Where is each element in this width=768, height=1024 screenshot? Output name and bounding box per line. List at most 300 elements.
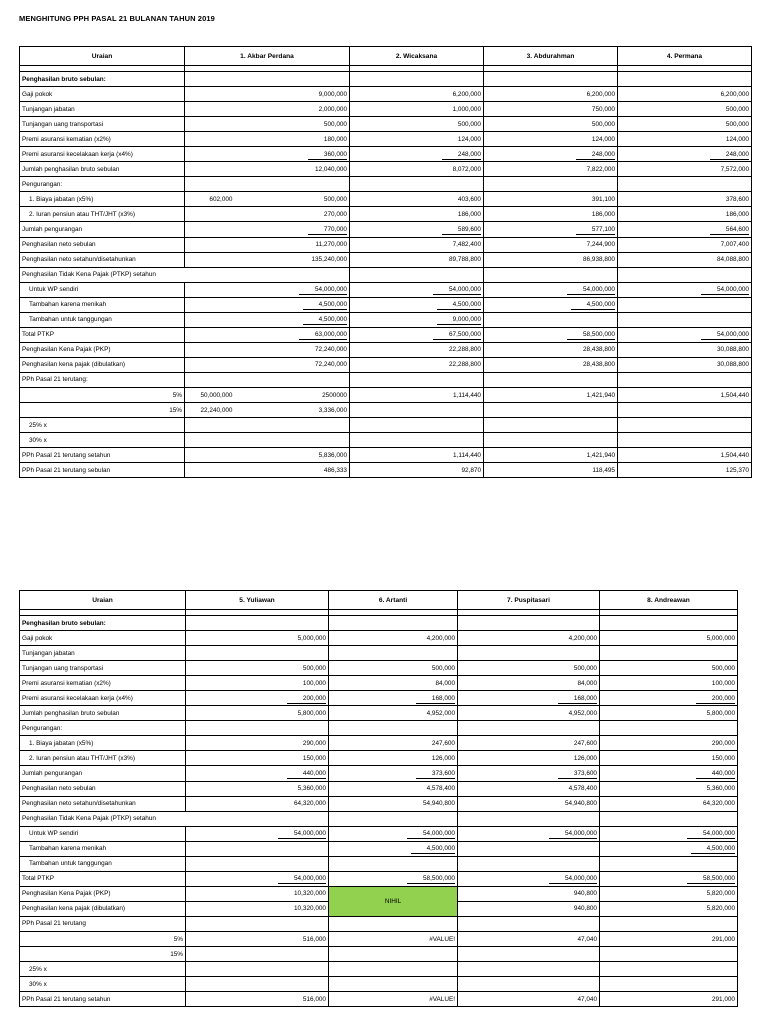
row-label-pkp[interactable]: Penghasilan Kena Pajak (PKP): [20, 342, 185, 357]
cell[interactable]: [618, 312, 752, 327]
cell[interactable]: 750,000: [484, 102, 618, 117]
table-row: [20, 947, 738, 962]
table-row: [20, 811, 738, 826]
cell[interactable]: [329, 826, 458, 841]
cell[interactable]: 64,320,000: [600, 796, 738, 811]
cell[interactable]: [618, 147, 752, 162]
cell[interactable]: 12,040,000: [185, 162, 350, 177]
row-label-tambahan-tanggungan[interactable]: Tambahan untuk tanggungan: [20, 312, 185, 327]
table-row: [20, 691, 738, 706]
underlined-value: 373,600: [416, 770, 455, 779]
row-label-wp-sendiri[interactable]: Untuk WP sendiri: [20, 826, 186, 841]
cell[interactable]: 28,438,800: [484, 342, 618, 357]
cell[interactable]: [186, 766, 329, 781]
cell[interactable]: 247,600: [458, 736, 600, 751]
table-row: [20, 237, 752, 252]
table-row: [20, 886, 738, 901]
underlined-value: 168,000: [558, 695, 597, 704]
cell[interactable]: 6,200,000: [350, 87, 484, 102]
cell[interactable]: 124,000: [350, 132, 484, 147]
cell[interactable]: 2,000,000: [185, 102, 350, 117]
cell[interactable]: [600, 841, 738, 856]
underlined-value: 577,100: [576, 226, 615, 235]
cell[interactable]: 64,320,000: [186, 796, 329, 811]
cell[interactable]: 7,822,000: [484, 162, 618, 177]
cell[interactable]: [185, 327, 350, 342]
cell[interactable]: [185, 297, 350, 312]
cell[interactable]: 84,000: [329, 676, 458, 691]
cell[interactable]: 1,114,440: [350, 387, 484, 402]
cell[interactable]: 516,000: [186, 992, 329, 1007]
table-row: [20, 646, 738, 661]
table-row: [20, 147, 752, 162]
cell[interactable]: 5,836,000: [185, 448, 350, 463]
row-label-iuran-pensiun[interactable]: 2. Iuran pensiun atau THT/JHT (x3%): [20, 751, 186, 766]
table-row: [20, 751, 738, 766]
table-row: [20, 192, 752, 207]
cell[interactable]: [484, 282, 618, 297]
underlined-value: 200,000: [696, 695, 735, 704]
cell[interactable]: 378,600: [618, 192, 752, 207]
row-label-neto-sebulan[interactable]: Penghasilan neto sebulan: [20, 781, 186, 796]
underlined-value: 440,000: [696, 770, 735, 779]
table-row: [20, 252, 752, 267]
table-row: [20, 826, 738, 841]
aux-cell[interactable]: 22,240,000: [185, 403, 235, 418]
row-label-tunj-jabatan[interactable]: Tunjangan jabatan: [20, 646, 186, 661]
underlined-value: 4,500,000: [571, 301, 615, 310]
cell[interactable]: 150,000: [186, 751, 329, 766]
cell[interactable]: 11,270,000: [185, 237, 350, 252]
cell[interactable]: [350, 147, 484, 162]
sheet-title: MENGHITUNG PPH PASAL 21 BULANAN TAHUN 2019: [19, 14, 215, 23]
row-label-tunj-transport[interactable]: Tunjangan uang transportasi: [20, 117, 185, 132]
underlined-value: 589,600: [442, 226, 481, 235]
cell[interactable]: [618, 297, 752, 312]
cell[interactable]: [186, 841, 329, 856]
cell[interactable]: 28,438,800: [484, 357, 618, 372]
table-row: [20, 631, 738, 646]
underlined-value: 770,000: [308, 226, 347, 235]
row-label-tambahan-tanggungan[interactable]: Tambahan untuk tanggungan: [20, 856, 186, 871]
rate-25-label[interactable]: 25% x: [20, 962, 186, 977]
cell[interactable]: 940,800: [458, 901, 600, 916]
table-row: [20, 736, 738, 751]
cell[interactable]: [600, 691, 738, 706]
cell[interactable]: 54,940,800: [329, 796, 458, 811]
cell[interactable]: 2500000: [235, 387, 350, 402]
table-row: [20, 931, 738, 946]
cell[interactable]: 1,421,940: [484, 448, 618, 463]
cell[interactable]: 30,088,800: [618, 357, 752, 372]
cell[interactable]: [600, 826, 738, 841]
table-row: [20, 327, 752, 342]
row-label-jumlah-pengurangan[interactable]: Jumlah pengurangan: [20, 222, 185, 237]
cell[interactable]: [350, 312, 484, 327]
underlined-value: 54,000,000: [407, 830, 455, 839]
cell[interactable]: [329, 766, 458, 781]
row-label-biaya-jabatan[interactable]: 1. Biaya jabatan (x5%): [20, 736, 186, 751]
underlined-value: 58,500,000: [687, 875, 735, 884]
underlined-value: 4,500,000: [437, 301, 481, 310]
underlined-value: 54,000,000: [687, 830, 735, 839]
cell[interactable]: 186,000: [484, 207, 618, 222]
underlined-value: 373,600: [558, 770, 597, 779]
table-row: [20, 387, 752, 402]
table-row: [20, 162, 752, 177]
underlined-value: 4,500,000: [303, 301, 347, 310]
row-label-pkp-bulat[interactable]: Penghasilan kena pajak (dibulatkan): [20, 357, 185, 372]
cell[interactable]: 124,000: [618, 132, 752, 147]
cell[interactable]: [329, 691, 458, 706]
row-label-pengurangan[interactable]: Pengurangan:: [20, 721, 186, 736]
underlined-value: 4,500,000: [303, 316, 347, 325]
row-label-pph-terutang[interactable]: PPh Pasal 21 terutang: [20, 916, 186, 931]
underlined-value: 54,000,000: [433, 286, 481, 295]
row-label-jumlah-bruto[interactable]: Jumlah penghasilan bruto sebulan: [20, 162, 185, 177]
cell[interactable]: 1,000,000: [350, 102, 484, 117]
cell[interactable]: 180,000: [185, 132, 350, 147]
table-row: [20, 117, 752, 132]
underlined-value: 54,000,000: [299, 286, 347, 295]
table-row: [20, 418, 752, 433]
cell[interactable]: 4,952,000: [458, 706, 600, 721]
underlined-value: 54,000,000: [278, 875, 326, 884]
table-row: [20, 841, 738, 856]
cell[interactable]: 22,288,800: [350, 342, 484, 357]
cell[interactable]: 1,504,440: [618, 448, 752, 463]
row-label-neto-sebulan[interactable]: Penghasilan neto sebulan: [20, 237, 185, 252]
cell[interactable]: [484, 147, 618, 162]
rate-15-label[interactable]: 15%: [20, 947, 186, 962]
cell[interactable]: [458, 871, 600, 886]
row-label-pengurangan[interactable]: Pengurangan:: [20, 177, 185, 192]
cell[interactable]: 290,000: [186, 736, 329, 751]
cell[interactable]: 22,288,800: [350, 357, 484, 372]
table-row: [20, 796, 738, 811]
row-label-gaji[interactable]: Gaji pokok: [20, 87, 185, 102]
cell[interactable]: 7,572,000: [618, 162, 752, 177]
cell[interactable]: [458, 691, 600, 706]
cell[interactable]: 4,200,000: [458, 631, 600, 646]
row-label-premi-kecelakaan[interactable]: Premi asuransi kecelakaan kerja (x4%): [20, 147, 185, 162]
cell[interactable]: 89,788,800: [350, 252, 484, 267]
table-row: [20, 962, 738, 977]
cell[interactable]: [350, 282, 484, 297]
table-row: [20, 871, 738, 886]
table-row: [20, 916, 738, 931]
uraian-header: Uraian: [20, 47, 185, 66]
row-label-premi-kematian[interactable]: Premi asuransi kematian (x2%): [20, 676, 186, 691]
table-row: [20, 463, 752, 478]
cell[interactable]: [618, 222, 752, 237]
underlined-value: 248,000: [442, 151, 481, 160]
cell[interactable]: 9,000,000: [185, 87, 350, 102]
rate-30-label[interactable]: 30% x: [20, 433, 185, 448]
cell[interactable]: [600, 871, 738, 886]
table-row: [20, 706, 738, 721]
cell[interactable]: 391,100: [484, 192, 618, 207]
cell[interactable]: 5,800,000: [600, 706, 738, 721]
table-row: [20, 721, 738, 736]
table-row: [20, 372, 752, 387]
cell[interactable]: 5,000,000: [600, 631, 738, 646]
table-row: [20, 222, 752, 237]
table-row: [20, 781, 738, 796]
cell[interactable]: 290,000: [600, 736, 738, 751]
cell[interactable]: [350, 297, 484, 312]
underlined-value: 440,000: [287, 770, 326, 779]
cell[interactable]: 5,360,000: [186, 781, 329, 796]
cell[interactable]: 5,800,000: [186, 706, 329, 721]
cell[interactable]: 270,000: [185, 207, 350, 222]
cell[interactable]: 5,360,000: [600, 781, 738, 796]
rate-15-label[interactable]: 15%: [20, 403, 185, 418]
cell[interactable]: 92,870: [350, 463, 484, 478]
row-label-bruto[interactable]: Penghasilan bruto sebulan:: [20, 616, 186, 631]
cell[interactable]: 6,200,000: [618, 87, 752, 102]
row-label-iuran-pensiun[interactable]: 2. Iuran pensiun atau THT/JHT (x3%): [20, 207, 185, 222]
cell[interactable]: 500,000: [235, 192, 350, 207]
cell[interactable]: 5,000,000: [186, 631, 329, 646]
cell[interactable]: [350, 222, 484, 237]
cell[interactable]: 500,000: [185, 117, 350, 132]
col-header-wicaksana[interactable]: 2. Wicaksana: [350, 47, 484, 66]
cell[interactable]: [186, 826, 329, 841]
row-label-ptkp[interactable]: Penghasilan Tidak Kena Pajak (PTKP) setahun: [20, 267, 350, 282]
row-label-neto-setahun[interactable]: Penghasilan neto setahun/disetahunkan: [20, 252, 185, 267]
cell[interactable]: 3,336,000: [235, 403, 350, 418]
cell[interactable]: [618, 282, 752, 297]
col-header-puspitasari[interactable]: 7. Puspitasari: [458, 591, 600, 610]
table-row: [20, 207, 752, 222]
rate-5-label[interactable]: 5%: [20, 387, 185, 402]
cell[interactable]: 124,000: [484, 132, 618, 147]
table-row: [20, 342, 752, 357]
underlined-value: 168,000: [416, 695, 455, 704]
cell[interactable]: [185, 147, 350, 162]
rate-30-label[interactable]: 30% x: [20, 977, 186, 992]
cell[interactable]: 30,088,800: [618, 342, 752, 357]
rate-25-label[interactable]: 25% x: [20, 418, 185, 433]
cell[interactable]: 150,000: [600, 751, 738, 766]
table-row: [20, 676, 738, 691]
cell[interactable]: 72,240,000: [185, 342, 350, 357]
col-header-andreawan[interactable]: 8. Andreawan: [600, 591, 738, 610]
cell[interactable]: [329, 871, 458, 886]
cell[interactable]: 500,000: [618, 117, 752, 132]
row-label-neto-setahun[interactable]: Penghasilan neto setahun/disetahunkan: [20, 796, 186, 811]
nihil-cell[interactable]: NIHIL: [329, 886, 458, 916]
cell[interactable]: [350, 327, 484, 342]
cell[interactable]: [484, 222, 618, 237]
row-label-pph-setahun[interactable]: PPh Pasal 21 terutang setahun: [20, 448, 185, 463]
cell[interactable]: [458, 766, 600, 781]
underlined-value: 248,000: [710, 151, 749, 160]
cell[interactable]: 1,114,440: [350, 448, 484, 463]
cell[interactable]: [458, 841, 600, 856]
cell[interactable]: 186,000: [350, 207, 484, 222]
cell[interactable]: [484, 327, 618, 342]
row-label-premi-kematian[interactable]: Premi asuransi kematian (x2%): [20, 132, 185, 147]
cell[interactable]: 7,244,900: [484, 237, 618, 252]
aux-cell[interactable]: 602,000: [185, 192, 235, 207]
pph-table-1: [19, 46, 752, 478]
row-label-pkp-bulat[interactable]: Penghasilan kena pajak (dibulatkan): [20, 901, 186, 916]
cell[interactable]: 500,000: [186, 661, 329, 676]
cell[interactable]: 84,000: [458, 676, 600, 691]
row-label-total-ptkp[interactable]: Total PTKP: [20, 327, 185, 342]
row-label-pph-setahun[interactable]: PPh Pasal 21 terutang setahun: [20, 992, 186, 1007]
underlined-value: 58,500,000: [407, 875, 455, 884]
underlined-value: 564,600: [710, 226, 749, 235]
col-header-artanti[interactable]: 6. Artanti: [329, 591, 458, 610]
table-row: [20, 132, 752, 147]
cell[interactable]: 940,800: [458, 886, 600, 901]
cell[interactable]: [186, 691, 329, 706]
cell[interactable]: [618, 327, 752, 342]
row-label-biaya-jabatan[interactable]: 1. Biaya jabatan (x5%): [20, 192, 185, 207]
cell[interactable]: [185, 222, 350, 237]
table-row: [20, 977, 738, 992]
row-label-ptkp[interactable]: Penghasilan Tidak Kena Pajak (PTKP) setahun: [20, 811, 329, 826]
cell[interactable]: [484, 297, 618, 312]
cell[interactable]: 291,000: [600, 992, 738, 1007]
cell[interactable]: 500,000: [600, 661, 738, 676]
cell[interactable]: [186, 871, 329, 886]
row-label-tambahan-menikah[interactable]: Tambahan karena menikah: [20, 297, 185, 312]
cell[interactable]: 10,320,000: [186, 901, 329, 916]
cell[interactable]: 125,370: [618, 463, 752, 478]
cell[interactable]: 100,000: [600, 676, 738, 691]
cell[interactable]: 72,240,000: [185, 357, 350, 372]
table-row: [20, 312, 752, 327]
cell[interactable]: 86,938,800: [484, 252, 618, 267]
col-header-yuliawan[interactable]: 5. Yuliawan: [186, 591, 329, 610]
cell[interactable]: 500,000: [618, 102, 752, 117]
cell[interactable]: 500,000: [329, 661, 458, 676]
table-row: [20, 72, 752, 87]
cell[interactable]: 84,088,800: [618, 252, 752, 267]
cell[interactable]: 4,578,400: [458, 781, 600, 796]
cell[interactable]: [185, 282, 350, 297]
table-row: [20, 267, 752, 282]
col-header-permana[interactable]: 4. Permana: [618, 47, 752, 66]
cell[interactable]: #VALUE!: [329, 992, 458, 1007]
underlined-value: 54,000,000: [549, 830, 597, 839]
table-row: [20, 616, 738, 631]
cell[interactable]: 8,072,000: [350, 162, 484, 177]
row-label-jumlah-pengurangan[interactable]: Jumlah pengurangan: [20, 766, 186, 781]
underlined-value: 54,000,000: [278, 830, 326, 839]
row-label-premi-kecelakaan[interactable]: Premi asuransi kecelakaan kerja (x4%): [20, 691, 186, 706]
cell[interactable]: 1,504,440: [618, 387, 752, 402]
cell[interactable]: [329, 841, 458, 856]
underlined-value: 200,000: [287, 695, 326, 704]
cell[interactable]: 186,000: [618, 207, 752, 222]
col-header-akbar[interactable]: 1. Akbar Perdana: [185, 47, 350, 66]
cell[interactable]: 118,495: [484, 463, 618, 478]
underlined-value: 54,000,000: [549, 875, 597, 884]
cell[interactable]: 5,820,000: [600, 886, 738, 901]
cell[interactable]: 5,820,000: [600, 901, 738, 916]
cell[interactable]: 47,040: [458, 931, 600, 946]
cell[interactable]: [458, 826, 600, 841]
cell[interactable]: [185, 312, 350, 327]
underlined-value: 54,000,000: [701, 286, 749, 295]
cell[interactable]: 4,952,000: [329, 706, 458, 721]
row-label-tambahan-menikah[interactable]: Tambahan karena menikah: [20, 841, 186, 856]
cell[interactable]: 486,333: [185, 463, 350, 478]
cell[interactable]: 500,000: [458, 661, 600, 676]
table-row: [20, 403, 752, 418]
row-label-tunj-transport[interactable]: Tunjangan uang transportasi: [20, 661, 186, 676]
rate-5-label[interactable]: 5%: [20, 931, 186, 946]
cell[interactable]: 126,000: [329, 751, 458, 766]
table-row: [20, 357, 752, 372]
underlined-value: 58,500,000: [567, 331, 615, 340]
cell[interactable]: 4,200,000: [329, 631, 458, 646]
cell[interactable]: 54,940,800: [458, 796, 600, 811]
cell[interactable]: 1,421,940: [484, 387, 618, 402]
underlined-value: 4,500,000: [411, 845, 455, 854]
table-row: [20, 297, 752, 312]
underlined-value: 248,000: [576, 151, 615, 160]
cell[interactable]: 500,000: [350, 117, 484, 132]
cell[interactable]: 247,600: [329, 736, 458, 751]
cell[interactable]: 10,320,000: [186, 886, 329, 901]
uraian-header: Uraian: [20, 591, 186, 610]
row-label-gaji[interactable]: Gaji pokok: [20, 631, 186, 646]
cell[interactable]: 47,040: [458, 992, 600, 1007]
cell[interactable]: [600, 766, 738, 781]
row-label-tunj-jabatan[interactable]: Tunjangan jabatan: [20, 102, 185, 117]
table-row: [20, 992, 738, 1007]
header-row: [20, 47, 752, 66]
row-label-pph-sebulan[interactable]: PPh Pasal 21 terutang sebulan: [20, 463, 185, 478]
underlined-value: 54,000,000: [701, 331, 749, 340]
cell[interactable]: 126,000: [458, 751, 600, 766]
row-label-bruto[interactable]: Penghasilan bruto sebulan:: [20, 72, 185, 87]
cell[interactable]: 7,007,400: [618, 237, 752, 252]
cell[interactable]: 500,000: [484, 117, 618, 132]
cell[interactable]: 4,578,400: [329, 781, 458, 796]
table-row: [20, 661, 738, 676]
cell[interactable]: 135,240,000: [185, 252, 350, 267]
cell[interactable]: #VALUE!: [329, 931, 458, 946]
cell[interactable]: 7,482,400: [350, 237, 484, 252]
row-label-total-ptkp[interactable]: Total PTKP: [20, 871, 186, 886]
underlined-value: 54,000,000: [567, 286, 615, 295]
cell[interactable]: 516,000: [186, 931, 329, 946]
underlined-value: 63,000,000: [299, 331, 347, 340]
table-row: [20, 87, 752, 102]
table-row: [20, 433, 752, 448]
cell[interactable]: 100,000: [186, 676, 329, 691]
cell[interactable]: [484, 312, 618, 327]
row-label-jumlah-bruto[interactable]: Jumlah penghasilan bruto sebulan: [20, 706, 186, 721]
row-label-pkp[interactable]: Penghasilan Kena Pajak (PKP): [20, 886, 186, 901]
cell[interactable]: 403,600: [350, 192, 484, 207]
row-label-pph-terutang[interactable]: PPh Pasal 21 terutang:: [20, 372, 185, 387]
table-row: [20, 766, 738, 781]
table-row: [20, 282, 752, 297]
aux-cell[interactable]: 50,000,000: [185, 387, 235, 402]
cell[interactable]: 291,000: [600, 931, 738, 946]
col-header-abdurahman[interactable]: 3. Abdurahman: [484, 47, 618, 66]
row-label-wp-sendiri[interactable]: Untuk WP sendiri: [20, 282, 185, 297]
cell[interactable]: 6,200,000: [484, 87, 618, 102]
